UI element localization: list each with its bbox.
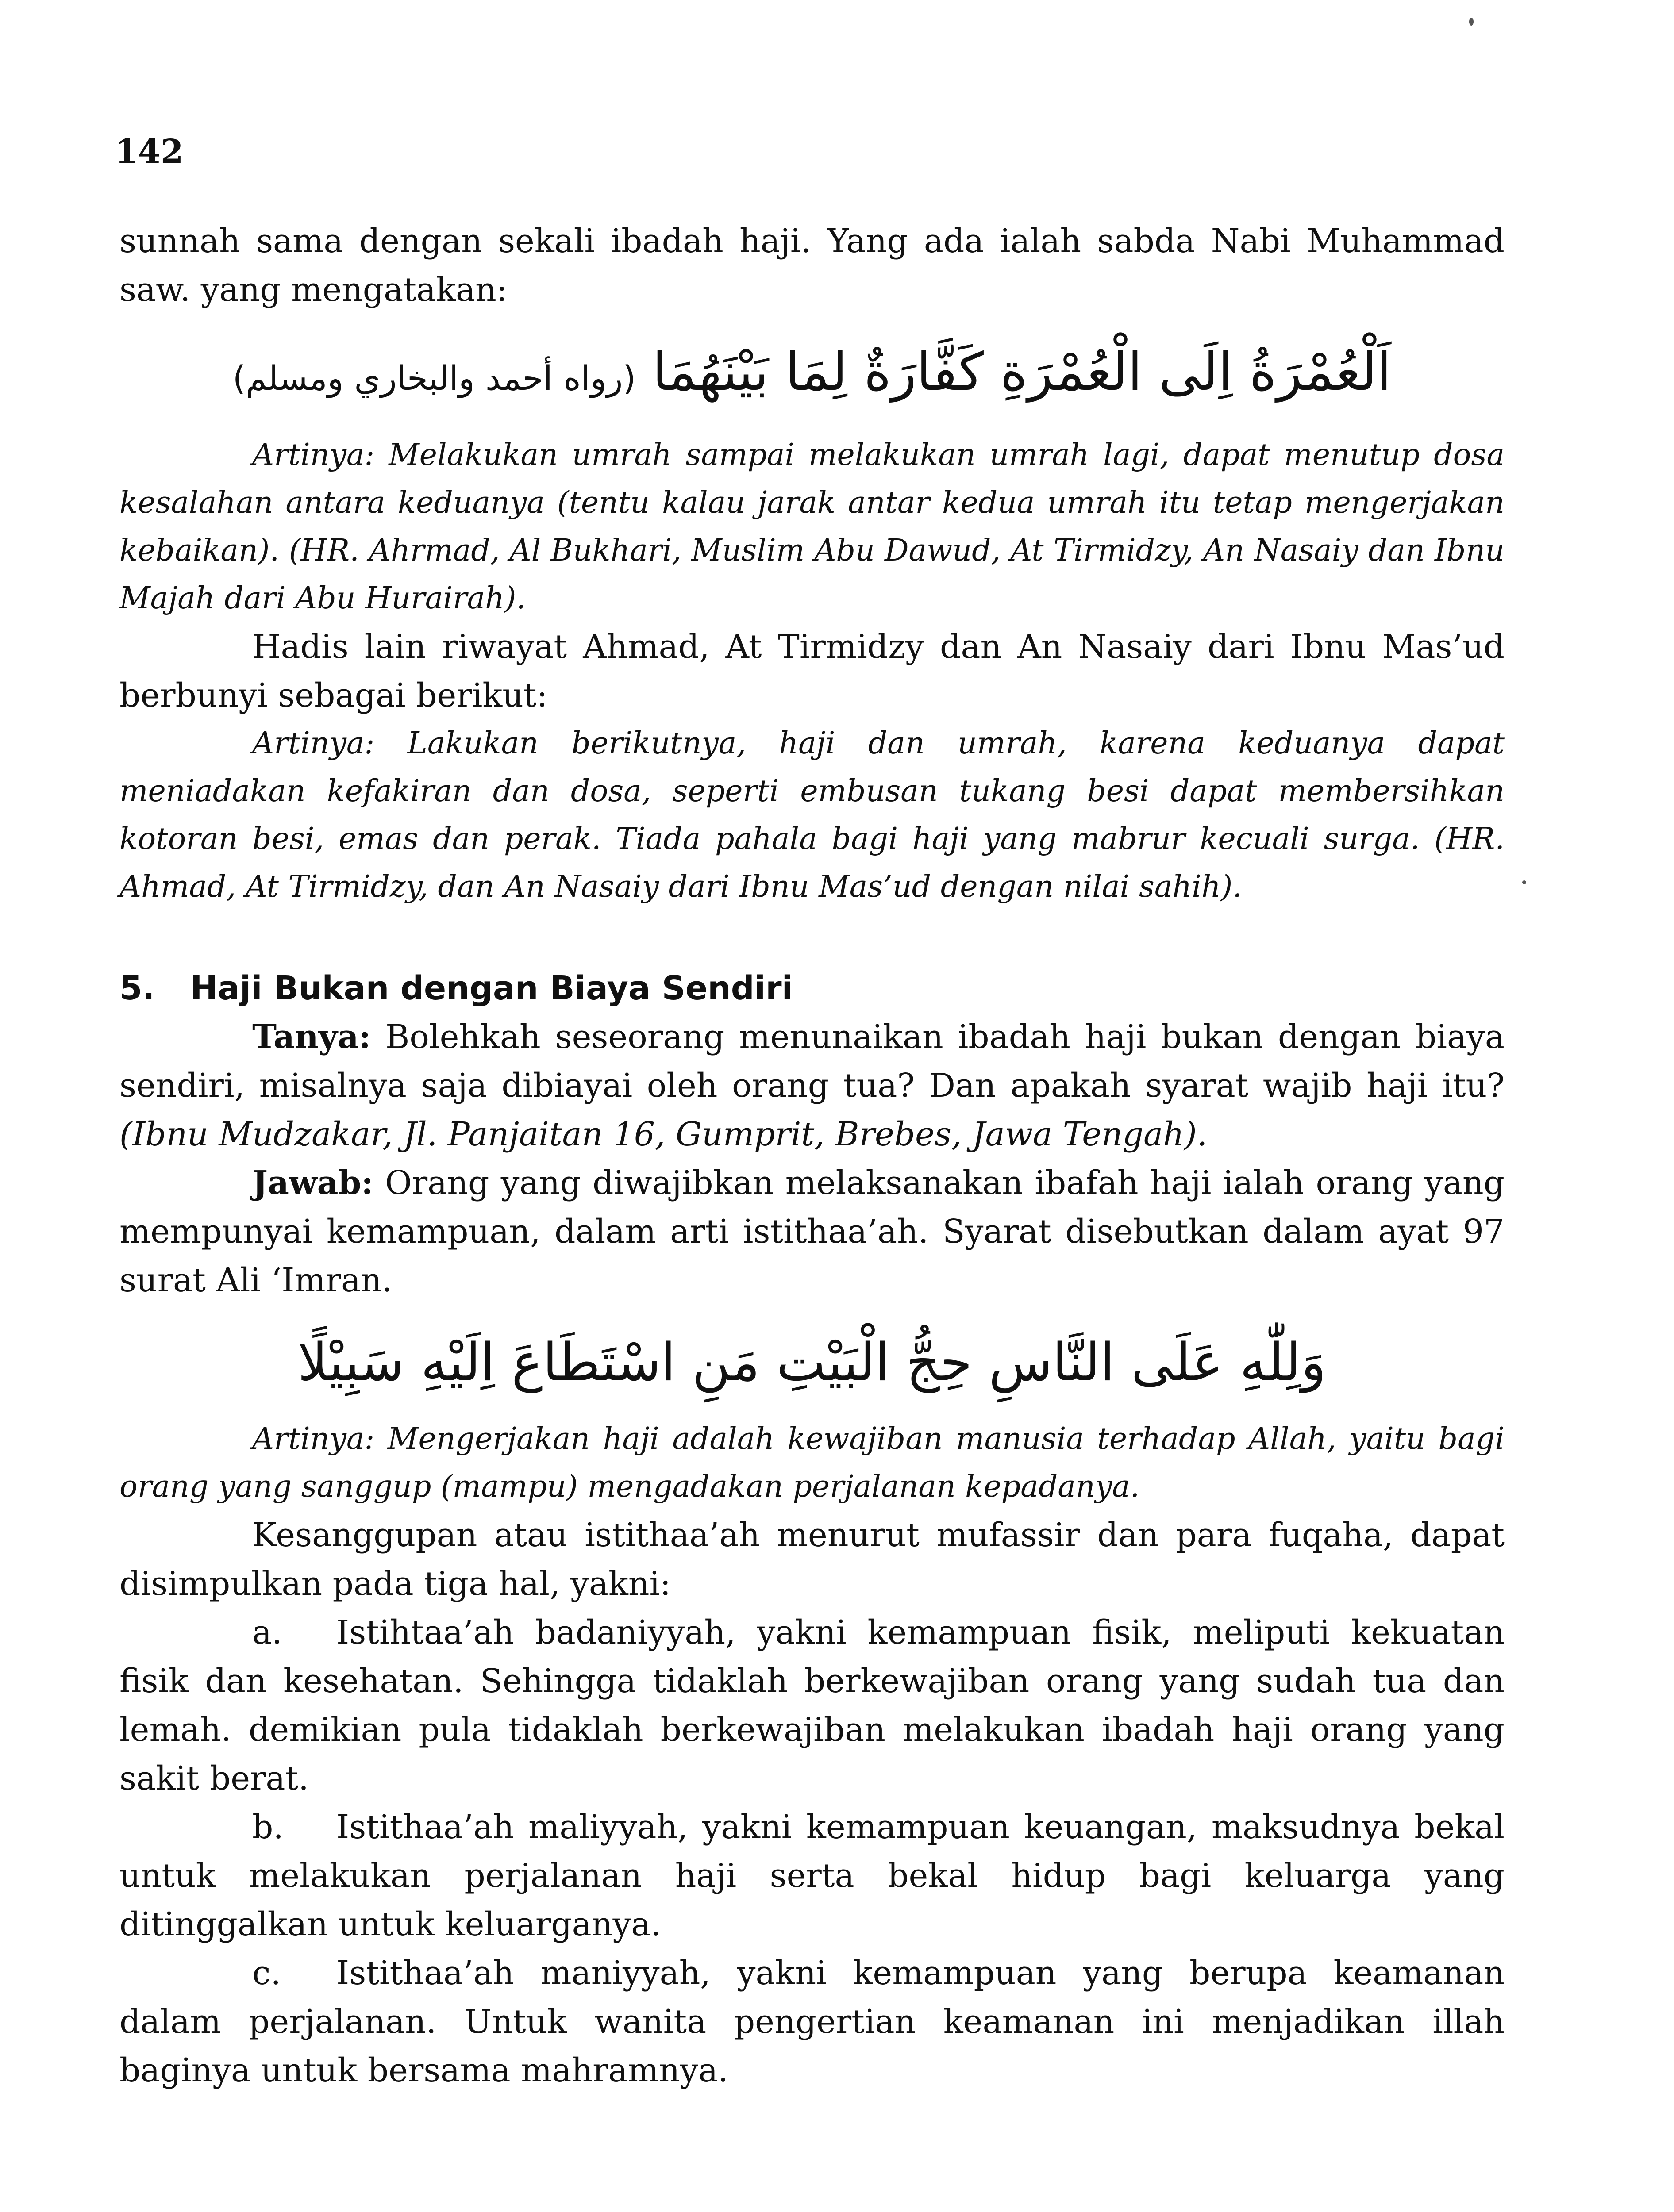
list-item-b (119, 1803, 1505, 1949)
translation-2: Artinya: Lakukan berikutnya, haji dan umrah, karena keduanya dapat meniadakan kefakiran dan dosa, seperti embusan tukang besi dapat membersihkan kotoran besi, emas dan perak. Tiada pahala bagi haji yang mabrur kecuali surga. (HR. Ahmad, At Tirmidzy, dan An Nasaiy dari Ibnu Mas’ud dengan nilai sahih). (119, 726, 1505, 904)
list-marker: c. (252, 1954, 281, 1992)
jawab-text: Orang yang diwajibkan melaksanakan ibafah haji ialah orang yang mempunyai kemampuan, dalam arti istithaa’ah. Syarat disebutkan dalam ayat 97 surat Ali ‘Imran. (119, 1164, 1505, 1299)
list-marker: a. (252, 1613, 282, 1651)
hadis-lain-paragraph: Hadis lain riwayat Ahmad, At Tirmidzy dan An Nasaiy dari Ibnu Mas’ud berbunyi sebagai berikut: (119, 628, 1505, 714)
page-body (119, 217, 1505, 2095)
list-marker: b. (252, 1808, 284, 1846)
section-5-heading (119, 964, 1505, 1013)
arabic-hadith-1 (119, 332, 1505, 418)
list-item-text: Istithaa’ah maniyyah, yakni kemampuan yang berupa keamanan dalam perjalanan. Untuk wanita pengertian keamanan ini menjadikan illah baginya untuk bersama mahramnya. (119, 1954, 1505, 2089)
scan-speck (1469, 18, 1474, 26)
tanya-source: (Ibnu Mudzakar, Jl. Panjaitan 16, Gumprit, Brebes, Jawa Tengah). (119, 1115, 1208, 1153)
scan-speck (1522, 880, 1526, 884)
list-item-text: Istihtaa’ah badaniyyah, yakni kemampuan fisik, meliputi kekuatan fisik dan kesehatan. Sehingga tidaklah berkewajiban orang yang sudah tua dan lemah. demikian pula tidaklah berkewajiban melakukan ibadah haji orang yang sakit berat. (119, 1613, 1505, 1797)
arabic-hadith-1-source: (رواه أحمد والبخاري ومسلم) (232, 358, 636, 398)
section-5-number: 5. (119, 969, 155, 1007)
page-number: 142 (115, 133, 184, 171)
tanya-label: Tanya: (252, 1018, 371, 1056)
jawab-label: Jawab: (252, 1164, 373, 1202)
arabic-verse: وَلِلّٰهِ عَلَى النَّاسِ حِجُّ الْبَيْتِ مَنِ اسْتَطَاعَ اِلَيْهِ سَبِيْلًا (298, 1332, 1326, 1393)
translation-3: Artinya: Mengerjakan haji adalah kewajiban manusia terhadap Allah, yaitu bagi orang yang sanggup (mampu) mengadakan perjalanan kepadanya. (119, 1421, 1505, 1504)
question-paragraph (119, 1013, 1505, 1159)
answer-paragraph (119, 1159, 1505, 1305)
intro-paragraph: sunnah sama dengan sekali ibadah haji. Yang ada ialah sabda Nabi Muhammad saw. yang mengatakan: (119, 222, 1505, 309)
list-item-c (119, 1949, 1505, 2095)
translation-1: Artinya: Melakukan umrah sampai melakukan umrah lagi, dapat menutup dosa kesalahan antara keduanya (tentu kalau jarak antar kedua umrah itu tetap mengerjakan kebaikan). (HR. Ahrmad, Al Bukhari, Muslim Abu Dawud, At Tirmidzy, An Nasaiy dan Ibnu Majah dari Abu Hurairah). (119, 438, 1505, 616)
list-item-a (119, 1608, 1505, 1803)
tanya-text: Bolehkah seseorang menunaikan ibadah haji bukan dengan biaya sendiri, misalnya saja dibiayai oleh orang tua? Dan apakah syarat wajib haji itu? (119, 1018, 1505, 1105)
section-5-title: Haji Bukan dengan Biaya Sendiri (190, 969, 793, 1007)
arabic-hadith-1-text: اَلْعُمْرَةُ اِلَى الْعُمْرَةِ كَفَّارَةٌ لِمَا بَيْنَهُمَا (652, 341, 1392, 402)
list-item-text: Istithaa’ah maliyyah, yakni kemampuan keuangan, maksudnya bekal untuk melakukan perjalanan haji serta bekal hidup bagi keluarga yang ditinggalkan untuk keluarganya. (119, 1808, 1505, 1943)
kesanggupan-paragraph: Kesanggupan atau istithaa’ah menurut mufassir dan para fuqaha, dapat disimpulkan pada tiga hal, yakni: (119, 1516, 1505, 1603)
